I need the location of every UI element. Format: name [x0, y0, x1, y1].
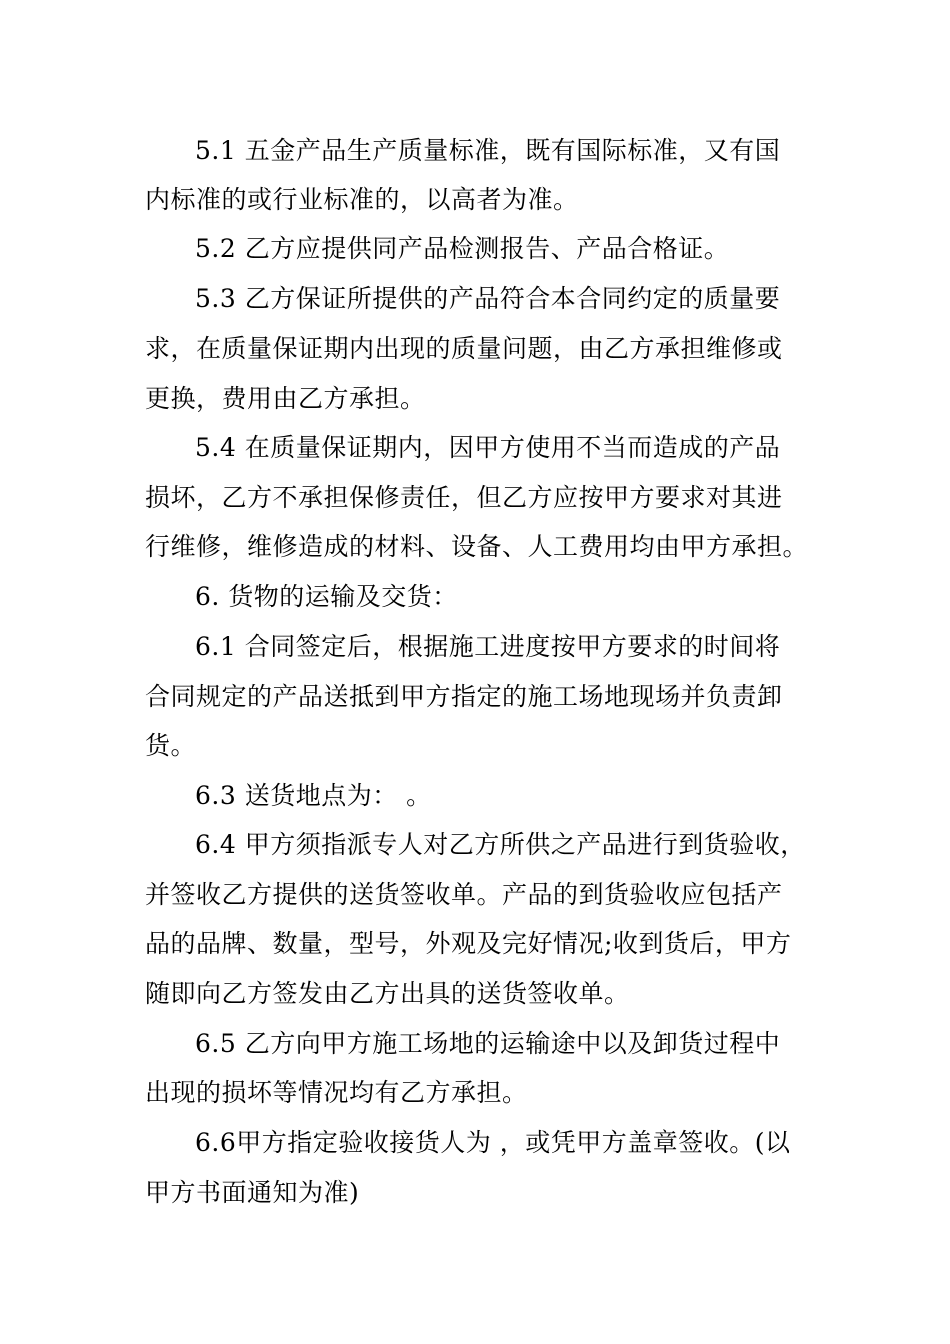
paragraph-line: 5.1 五金产品生产质量标准，既有国际标准，又有国 — [195, 136, 781, 165]
paragraph-line: 6.1 合同签定后，根据施工进度按甲方要求的时间将 — [195, 632, 781, 661]
paragraph-line: 损坏，乙方不承担保修责任，但乙方应按甲方要求对其进 — [145, 483, 783, 512]
paragraph-line: 6.4 甲方须指派专人对乙方所供之产品进行到货验收， — [195, 830, 806, 859]
section-heading: 6. 货物的运输及交货： — [195, 582, 458, 611]
paragraph-line: 5.3 乙方保证所提供的产品符合本合同约定的质量要 — [195, 284, 781, 313]
paragraph-line: 出现的损坏等情况均有乙方承担。 — [145, 1078, 528, 1107]
paragraph-line: 品的品牌、数量，型号，外观及完好情况;收到货后，甲方 — [145, 929, 792, 958]
paragraph-line: 求，在质量保证期内出现的质量问题，由乙方承担维修或 — [145, 334, 783, 363]
paragraph-line: 6.6甲方指定验收接货人为 ，或凭甲方盖章签收。(以 — [195, 1128, 791, 1157]
paragraph-line: 随即向乙方签发由乙方出具的送货签收单。 — [145, 979, 630, 1008]
paragraph-line: 行维修，维修造成的材料、设备、人工费用均由甲方承担。 — [145, 532, 809, 561]
paragraph-line: 5.4 在质量保证期内，因甲方使用不当而造成的产品 — [195, 433, 781, 462]
paragraph-line: 内标准的或行业标准的，以高者为准。 — [145, 185, 579, 214]
paragraph-line: 合同规定的产品送抵到甲方指定的施工场地现场并负责卸 — [145, 682, 783, 711]
paragraph-line: 并签收乙方提供的送货签收单。产品的到货验收应包括产 — [145, 880, 783, 909]
paragraph-line: 6.3 送货地点为： 。 — [195, 781, 432, 810]
paragraph-line: 货。 — [145, 731, 197, 760]
paragraph-line: 更换，费用由乙方承担。 — [145, 384, 426, 413]
paragraph-line: 5.2 乙方应提供同产品检测报告、产品合格证。 — [195, 234, 730, 263]
paragraph-line: 6.5 乙方向甲方施工场地的运输途中以及卸货过程中 — [195, 1029, 781, 1058]
paragraph-line: 甲方书面通知为准) — [145, 1178, 360, 1207]
